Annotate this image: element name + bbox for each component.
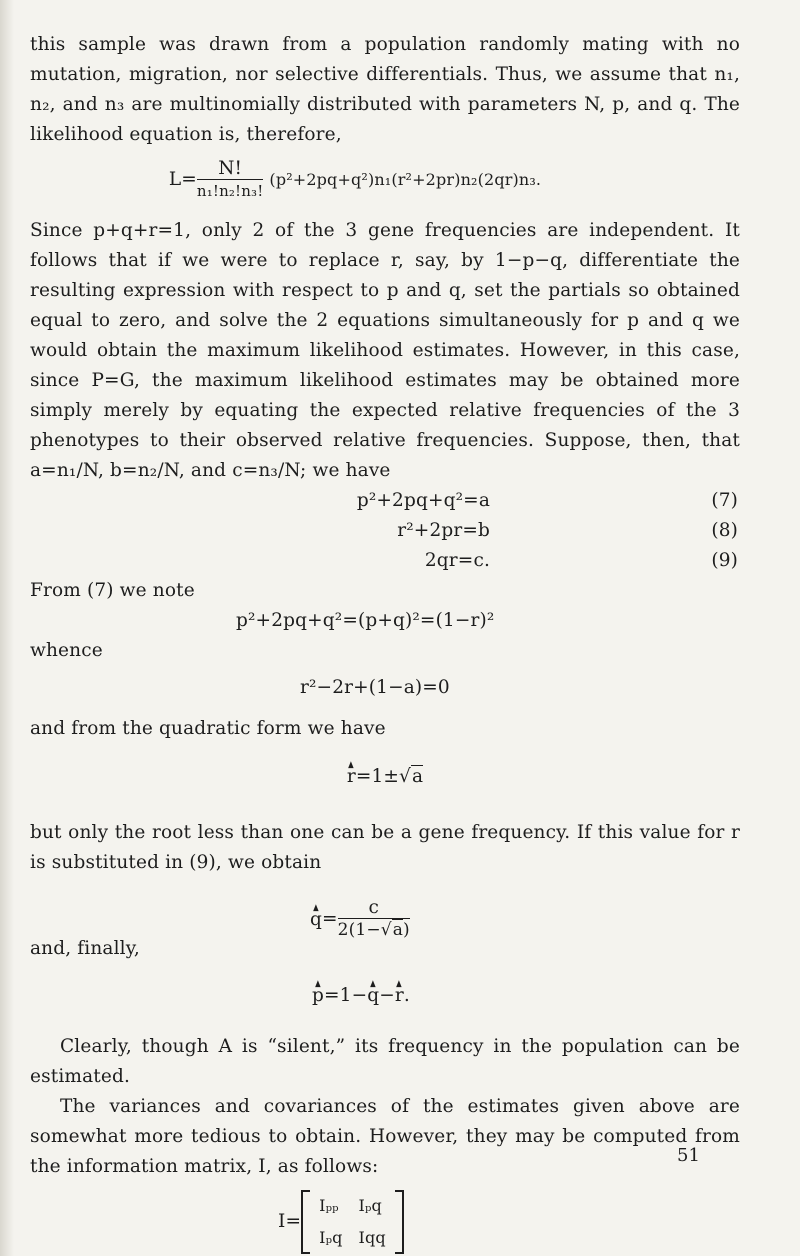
paragraph-clearly: Clearly, though A is “silent,” its frequency in the population can be estimated. [30,1036,740,1087]
p-hat-symbol: ▲ p [312,964,324,1028]
equation-7-number: (7) [711,490,738,511]
p-hat-minus: − [379,985,395,1006]
likelihood-fraction [197,159,263,202]
r-hat-equation [30,744,740,810]
r-hat-symbol: ▲ r [347,744,356,810]
p-hat-r-symbol: ▲ r [395,964,404,1028]
q-hat-fraction [338,898,410,941]
p-hat-mid: =1− [324,985,368,1006]
matrix-cell-pp: Iₚₚ [319,1196,339,1215]
equation-9-number: (9) [711,550,738,571]
matrix-cell-pq-bottom: Iₚq [319,1228,343,1247]
likelihood-numerator: N! [197,159,263,180]
paragraph-finally: and, finally, [30,938,140,959]
equation-7 [30,486,740,516]
paragraph-since: Since p+q+r=1, only 2 of the 3 gene frequencies are independent. It follows that if we were to replace r, say, by 1−p−q, differentiate the resulting expression with respect to p and q, set the partials so obtained equal to zero, and solve the 2 equations simultaneously for p and q we would obtain the maximum likelihood estimates. However, in this case, since P=G, the maximum likelihood estimates may be obtained more simply merely by equating the expected relative frequencies of the 3 phenotypes to their observed relative frequencies. Suppose, then, that a=n₁/N, b=n₂/N, and c=n₃/N; we have [30,220,740,481]
matrix-cell-pq-top: Iₚq [358,1196,382,1215]
paragraph-variances: The variances and covariances of the estimates given above are somewhat more tedious to obtain. However, they may be computed from the information matrix, I, as follows: [30,1096,740,1177]
paragraph-from-7: From (7) we note [30,580,195,601]
q-hat-den-post: ) [403,920,410,940]
q-hat-den-radicand: a [392,920,404,940]
p-hat-equation [30,964,740,1028]
likelihood-lhs: L= [168,169,197,190]
information-matrix [30,1190,740,1254]
p-hat-end: . [403,985,410,1006]
page-body [30,30,740,1254]
identity-equation: p²+2pq+q²=(p+q)²=(1−r)² [236,610,495,631]
equation-9-expr: 2qr=c. [424,550,490,571]
likelihood-rhs: (p²+2pq+q²)n₁(r²+2pr)n₂(2qr)n₃. [269,170,542,189]
paragraph-intro: this sample was drawn from a population randomly mating with no mutation, migration, nor selective differentials. Thus, we assume that n₁, n₂, and n₃ are multinomially distributed with parameters N, p, and q. The likelihood equation is, therefore, [30,34,740,145]
matrix-lhs: I= [278,1211,302,1232]
equation-8-expr: r²+2pr=b [397,520,490,541]
quadratic-equation: r²−2r+(1−a)=0 [300,677,450,698]
equation-8-number: (8) [711,520,738,541]
page-number: 51 [677,1145,700,1166]
q-hat-equals: = [322,908,338,930]
q-hat-numerator: c [338,898,410,919]
paragraph-root: but only the root less than one can be a gene frequency. If this value for r is substituted in (9), we obtain [30,822,740,873]
paragraph-quadratic: and from the quadratic form we have [30,718,386,739]
equation-8 [30,516,740,546]
equation-7-expr: p²+2pq+q²=a [356,490,490,511]
q-hat-den-pre: 2(1−√ [337,920,392,940]
p-hat-q-symbol: ▲ q [367,964,379,1028]
r-hat-rest: =1±√ [355,766,411,787]
paragraph-whence: whence [30,640,103,661]
q-hat-denominator [338,919,410,941]
likelihood-denominator: n₁!n₂!n₃! [196,181,264,200]
likelihood-equation [0,150,740,210]
matrix-table [311,1190,394,1254]
matrix-cell-qq: Iqq [358,1228,386,1247]
r-hat-radicand: a [411,766,424,787]
q-hat-symbol: ▲ q [310,905,322,935]
matrix-brackets [301,1190,404,1254]
equation-9 [30,546,740,576]
